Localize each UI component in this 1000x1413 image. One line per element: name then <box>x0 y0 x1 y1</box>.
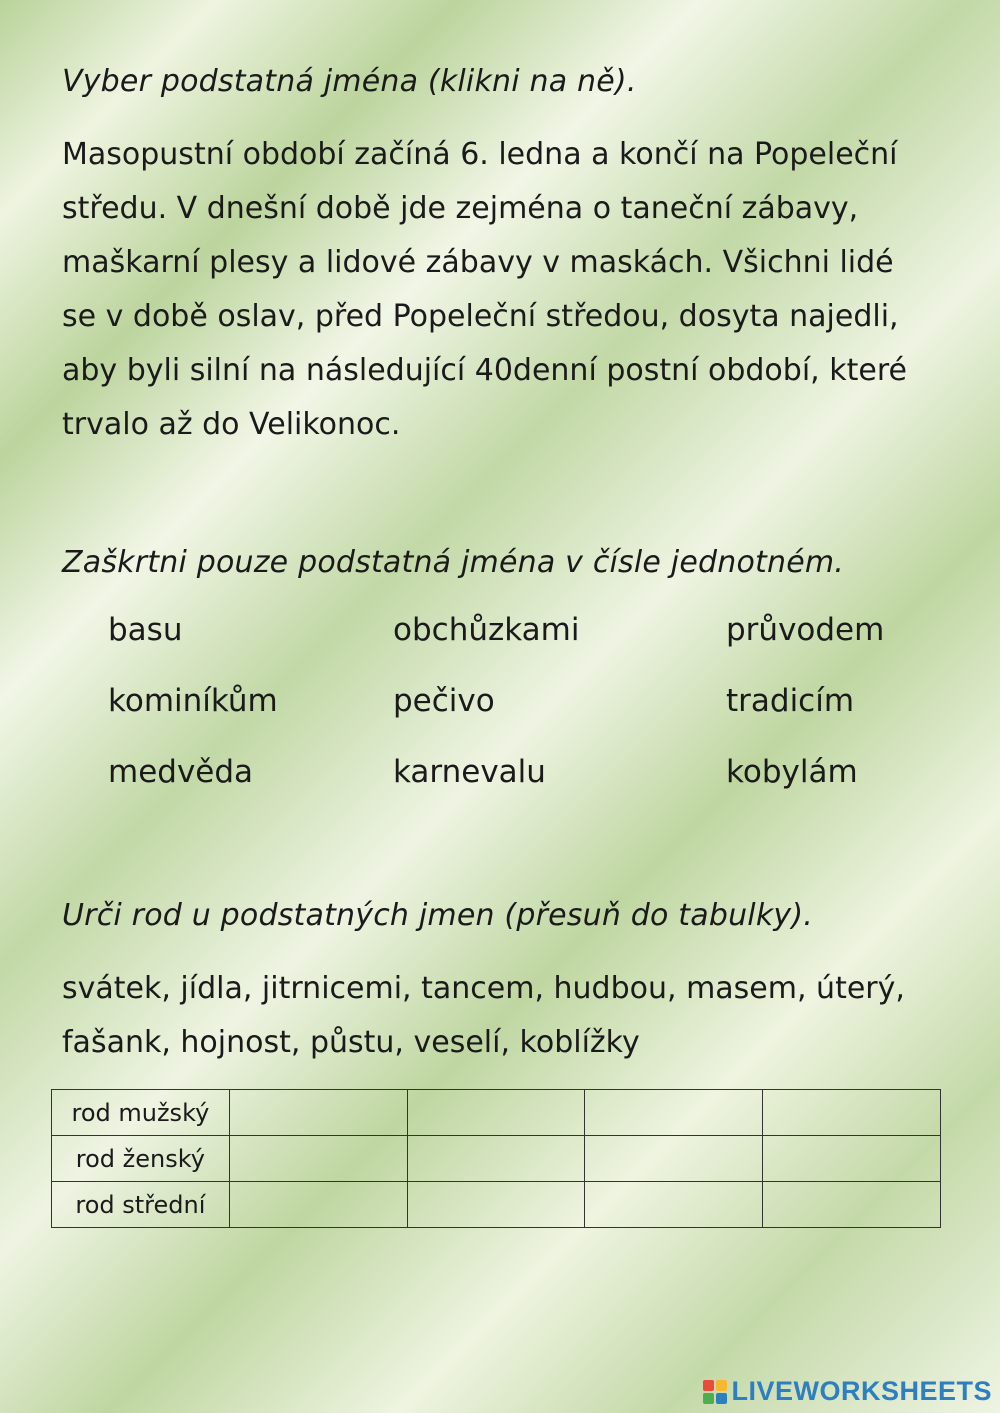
paragraph-line[interactable]: středu. V dnešní době jde zejména o taneční zábavy, <box>62 191 859 226</box>
word-choice[interactable]: obchůzkami <box>393 612 580 648</box>
row-label-feminine: rod ženský <box>52 1136 230 1182</box>
drop-slot[interactable] <box>585 1090 763 1136</box>
word-list-line[interactable]: fašank, hojnost, půstu, veselí, koblížky <box>62 1025 640 1060</box>
word-choice[interactable]: tradicím <box>726 683 855 719</box>
drop-slot[interactable] <box>407 1182 585 1228</box>
drop-slot[interactable] <box>763 1090 941 1136</box>
paragraph-line[interactable]: maškarní plesy a lidové zábavy v maskách. Všichni lidé <box>62 245 894 280</box>
masopust-paragraph <box>62 128 942 452</box>
logo-icon <box>703 1380 727 1404</box>
word-row <box>108 754 928 825</box>
table-row <box>52 1090 941 1136</box>
table-row <box>52 1136 941 1182</box>
word-choice[interactable]: basu <box>108 612 183 648</box>
instruction-gender: Urči rod u podstatných jmen (přesuň do tabulky). <box>62 898 814 933</box>
instruction-select-nouns: Vyber podstatná jména (klikni na ně). <box>62 64 637 99</box>
drop-slot[interactable] <box>407 1090 585 1136</box>
word-choice[interactable]: karnevalu <box>393 754 546 790</box>
drop-slot[interactable] <box>763 1182 941 1228</box>
paragraph-line[interactable]: se v době oslav, před Popeleční středou, dosyta najedli, <box>62 299 899 334</box>
table-row <box>52 1182 941 1228</box>
gender-table <box>51 1089 941 1228</box>
drop-slot[interactable] <box>763 1136 941 1182</box>
gender-word-list <box>62 962 942 1070</box>
word-choice[interactable]: medvěda <box>108 754 254 790</box>
liveworksheets-logo <box>703 1376 992 1407</box>
word-choice[interactable]: kobylám <box>726 754 858 790</box>
word-row <box>108 683 928 754</box>
paragraph-line[interactable]: aby byli silní na následující 40denní postní období, které <box>62 353 907 388</box>
drop-slot[interactable] <box>229 1090 407 1136</box>
drop-slot[interactable] <box>585 1136 763 1182</box>
word-choice-grid <box>108 612 928 825</box>
drop-slot[interactable] <box>585 1182 763 1228</box>
drop-slot[interactable] <box>407 1136 585 1182</box>
word-row <box>108 612 928 683</box>
word-choice[interactable]: průvodem <box>726 612 885 648</box>
word-choice[interactable]: kominíkům <box>108 683 278 719</box>
drop-slot[interactable] <box>229 1182 407 1228</box>
drop-slot[interactable] <box>229 1136 407 1182</box>
word-list-line[interactable]: svátek, jídla, jitrnicemi, tancem, hudbou, masem, úterý, <box>62 971 905 1006</box>
word-choice[interactable]: pečivo <box>393 683 495 719</box>
instruction-singular-nouns: Zaškrtni pouze podstatná jména v čísle jednotném. <box>62 545 845 580</box>
logo-text: LIVEWORKSHEETS <box>731 1376 992 1406</box>
row-label-neuter: rod střední <box>52 1182 230 1228</box>
row-label-masculine: rod mužský <box>52 1090 230 1136</box>
paragraph-line[interactable]: Masopustní období začíná 6. ledna a končí na Popeleční <box>62 137 898 172</box>
paragraph-line[interactable]: trvalo až do Velikonoc. <box>62 407 401 442</box>
